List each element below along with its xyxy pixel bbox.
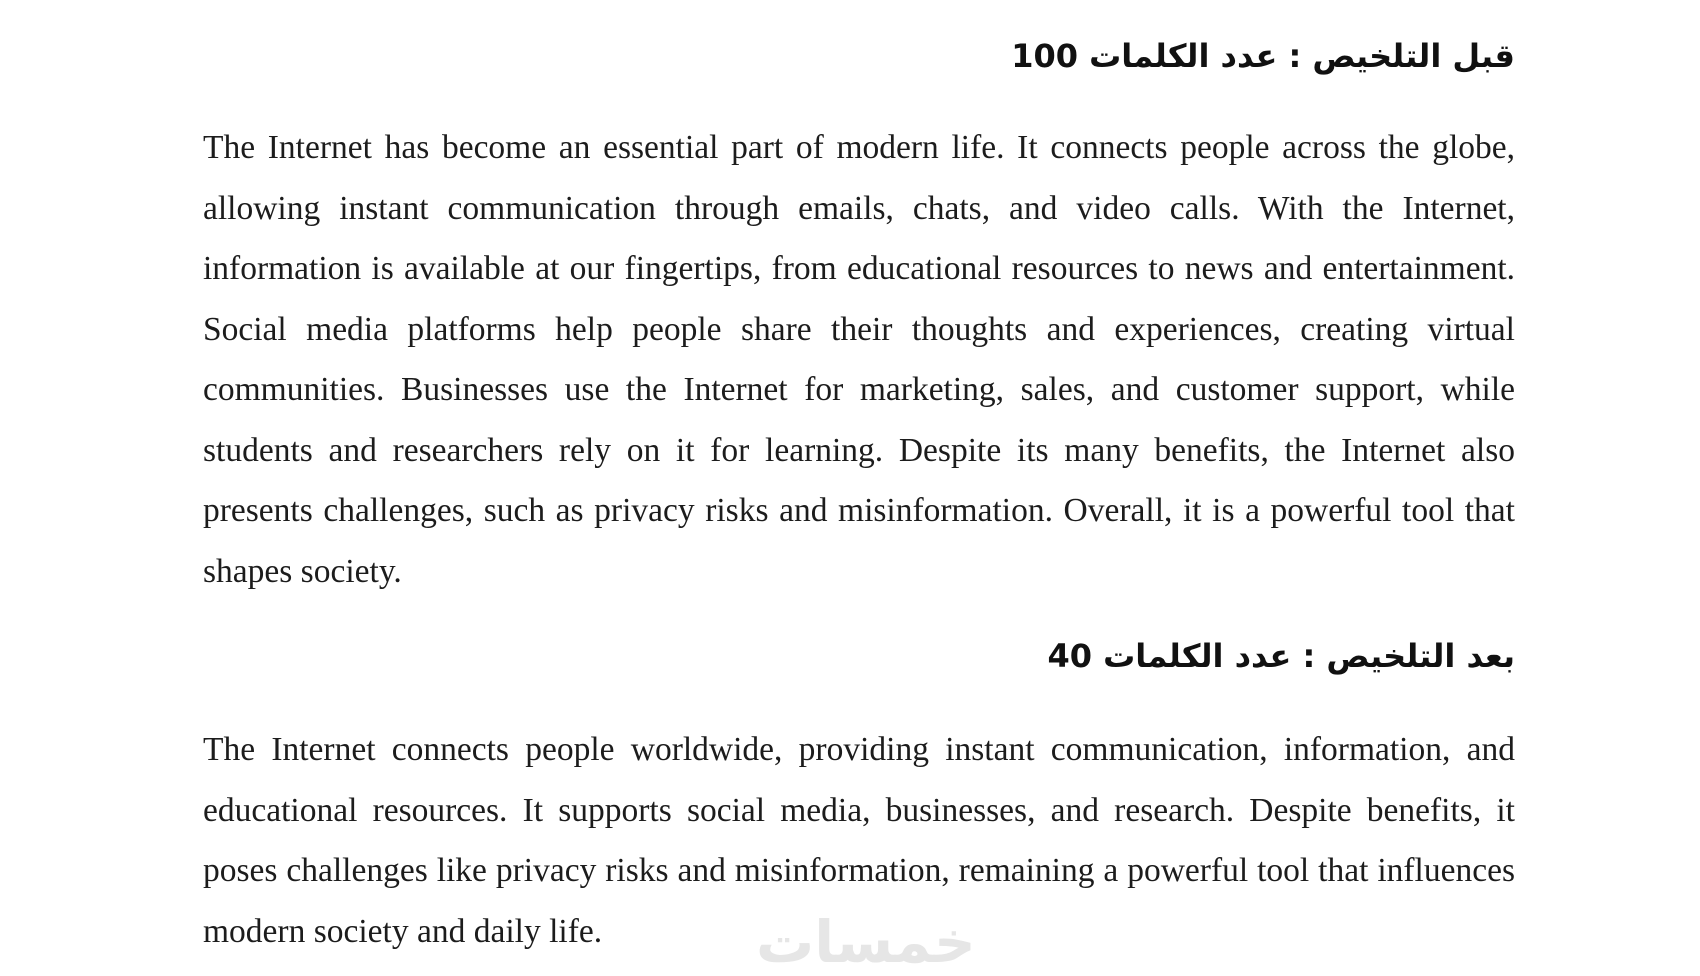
before-summary-heading: قبل التلخيص : عدد الكلمات 100	[1011, 37, 1515, 75]
after-summary-heading: بعد التلخيص : عدد الكلمات 40	[1047, 637, 1515, 675]
original-text-paragraph: The Internet has become an essential part of modern life. It connects people across the globe, allowing instant communication through emails, chats, and video calls. With the Internet, information is available at our fingertips, from educational resources to news and entertainment. Social media platforms help people share their thoughts and experiences, creating virtual communities. Businesses use the Internet for marketing, sales, and customer support, while students and researchers rely on it for learning. Despite its many benefits, the Internet also presents challenges, such as privacy risks and misinformation. Overall, it is a powerful tool that shapes society.	[203, 129, 1515, 590]
summary-text-paragraph: The Internet connects people worldwide, providing instant communication, information, and educational resources. It supports social media, businesses, and research. Despite benefits, it poses challenges like privacy risks and misinformation, remaining a powerful tool that influences modern society and daily life.	[203, 731, 1515, 950]
watermark-logo: خمسات	[756, 908, 976, 976]
